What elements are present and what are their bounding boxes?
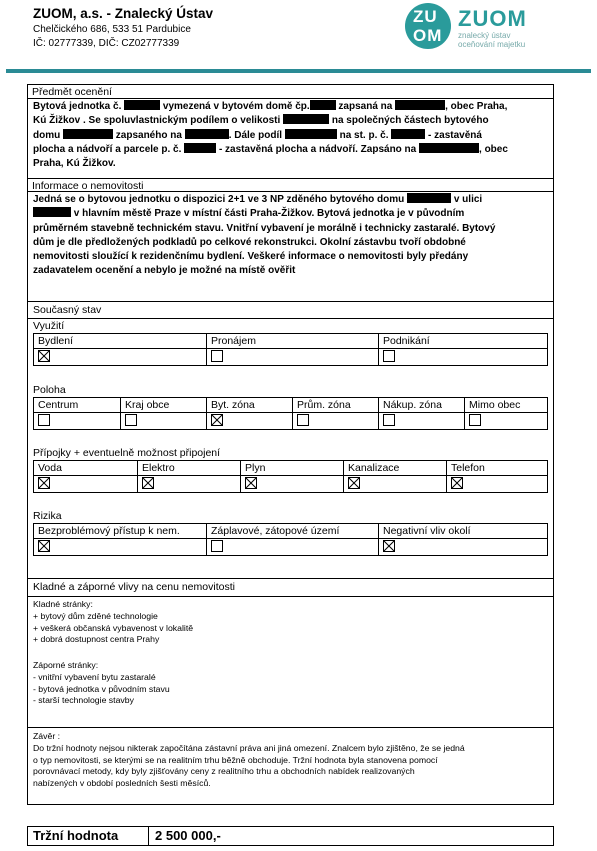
market-value-box [27,826,554,846]
list-item: + bytový dům zděné technologie [33,610,158,621]
company-ids: IČ: 02777339, DIČ: CZ02777339 [33,38,180,49]
divider [148,827,149,845]
checked-checkbox[interactable] [348,477,360,489]
redaction [310,100,336,110]
option-utilities-3 [343,461,446,492]
checked-checkbox[interactable] [142,477,154,489]
option-label: Kraj obce [125,399,170,411]
option-location-0 [34,398,120,429]
option-label: Negativní vliv okolí [383,525,471,537]
option-label: Voda [38,462,62,474]
option-label: Prům. zóna [297,399,351,411]
redaction [419,143,479,153]
checkbox[interactable] [297,414,309,426]
checkbox[interactable] [383,414,395,426]
option-usage-2 [378,334,547,365]
option-utilities-0 [34,461,137,492]
company-address: Chelčického 686, 533 51 Pardubice [33,24,191,35]
conclusion-line: porovnávací metody, kdy byly zjišťovány ceny z realitního trhu a obchodních nabídek realizovaných [33,766,415,777]
redaction [33,207,71,217]
checked-checkbox[interactable] [38,540,50,552]
option-label: Centrum [38,399,79,411]
option-label: Nákup. zóna [383,399,442,411]
zuom-logo-icon [405,3,451,49]
logo-subtitle-2: oceňování majetku [458,40,526,49]
checkbox[interactable] [383,350,395,362]
conclusion-title: Závěr : [33,731,61,741]
option-usage-0 [34,334,206,365]
redaction [395,100,445,110]
checked-checkbox[interactable] [245,477,257,489]
positive-list [33,599,193,646]
subject-info-section [27,84,554,302]
redaction [185,129,229,139]
list-item: - bytová jednotka v původním stavu [33,683,170,694]
logo-name: ZUOM [458,6,527,31]
redaction [283,114,329,124]
checkbox[interactable] [469,414,481,426]
option-label: Elektro [142,462,175,474]
redaction [391,129,425,139]
usage-options [33,333,548,366]
utilities-label: Přípojky + eventuelně možnost připojení [33,447,221,459]
option-label: Podnikání [383,335,430,347]
logo-mark-top: ZU [413,7,438,26]
redaction [63,129,113,139]
header-divider [6,69,591,73]
conclusion-line: Do tržní hodnoty nejsou nikterak započítána zástavní práva ani jiná omezení. Znalcem bylo zjištěno, že se jedná [33,742,465,753]
logo-subtitle-1: znalecký ústav [458,31,511,40]
option-utilities-4 [446,461,547,492]
option-label: Bezproblémový přístup k nem. [38,525,180,537]
list-item: - starší technologie stavby [33,695,134,706]
checkbox[interactable] [125,414,137,426]
info-heading: Informace o nemovitosti [28,178,553,192]
risks-label: Rizika [33,510,62,522]
state-heading: Současný stav [33,304,102,316]
logo-mark-bottom: OM [413,26,443,45]
redaction [407,193,451,203]
location-options [33,397,548,430]
subject-heading: Předmět ocenění [28,85,553,99]
divider [28,727,553,728]
option-location-4 [378,398,464,429]
option-location-5 [464,398,547,429]
positive-title: Kladné stránky: [33,599,93,609]
redaction [124,100,160,110]
list-item: + dobrá dostupnost centra Prahy [33,634,160,645]
option-label: Mimo obec [469,399,521,411]
option-utilities-2 [240,461,343,492]
divider [34,475,547,476]
list-item: - vnitřní vybavení bytu zastaralé [33,671,156,682]
option-location-2 [206,398,292,429]
company-title: ZUOM, a.s. - Znalecký Ústav [33,6,214,21]
usage-label: Využití [33,320,65,332]
option-utilities-1 [137,461,240,492]
checked-checkbox[interactable] [38,477,50,489]
checked-checkbox[interactable] [451,477,463,489]
option-risks-1 [206,524,378,555]
divider [28,596,553,597]
checked-checkbox[interactable] [383,540,395,552]
location-label: Poloha [33,384,66,396]
risks-options [33,523,548,556]
option-label: Pronájem [211,335,256,347]
option-label: Kanalizace [348,462,400,474]
factors-section [27,578,554,805]
option-risks-2 [378,524,547,555]
subject-text: Bytová jednotka č. vymezená v bytovém domě čp. zapsaná na , obec Praha, Kú Žižkov . Se spoluvlastnickým podílem o velikosti na společných částech bytového domu zapsaného na . Dále podíl na st. p. č. - zastavěná plocha a nádvoří a parcele p. č. - zastavěná plocha a nádvoří. Zapsáno na , obec Praha, Kú Žižkov. [33,101,508,170]
divider [34,348,547,349]
option-location-3 [292,398,378,429]
negative-list [33,660,170,707]
redaction [285,129,337,139]
option-label: Byt. zóna [211,399,255,411]
factors-heading: Kladné a záporné vlivy na cenu nemovitosti [33,581,235,593]
conclusion-line: nabízených v období posledních šesti měsíců. [33,778,211,789]
checkbox[interactable] [211,350,223,362]
checkbox[interactable] [211,540,223,552]
option-label: Bydlení [38,335,74,347]
market-value-amount: 2 500 000,- [155,828,221,843]
list-item: + veškerá občanská vybavenost v lokalitě [33,622,194,633]
current-state-section [27,301,554,579]
conclusion [33,731,465,790]
utilities-options [33,460,548,493]
conclusion-line: o typ nemovitosti, se kterými se na realitním trhu běžně obchoduje. Tržní hodnota byla stanovena pomocí [33,754,438,765]
option-label: Záplavové, zátopové území [211,525,340,537]
divider [28,318,553,319]
checkbox[interactable] [38,414,50,426]
checked-checkbox[interactable] [38,350,50,362]
option-label: Plyn [245,462,266,474]
divider [34,412,547,413]
option-usage-1 [206,334,378,365]
info-text: Jedná se o bytovou jednotku o dispozici 2+1 ve 3 NP zděného bytového domu v ulici v hlavním městě Praze v místní části Praha-Žižkov. Bytová jednotka je v původním průměrném stavebně technickém stavu. Vnitřní vybavení je morálně i technicky zastaralé. Bytový dům je dle předložených podkladů po celkové rekonstrukci. Okolní zástavbu tvoří obdobné nemovitosti sloužící k rezidenčnímu bydlení. Veškeré informace o nemovitosti byly předány zadavatelem ocenění a nebylo je možné na místě ověřit [33,194,496,277]
checked-checkbox[interactable] [211,414,223,426]
option-risks-0 [34,524,206,555]
redaction [184,143,216,153]
option-location-1 [120,398,206,429]
market-value-label: Tržní hodnota [33,828,119,843]
negative-title: Záporné stránky: [33,660,99,670]
divider [34,538,547,539]
option-label: Telefon [451,462,485,474]
